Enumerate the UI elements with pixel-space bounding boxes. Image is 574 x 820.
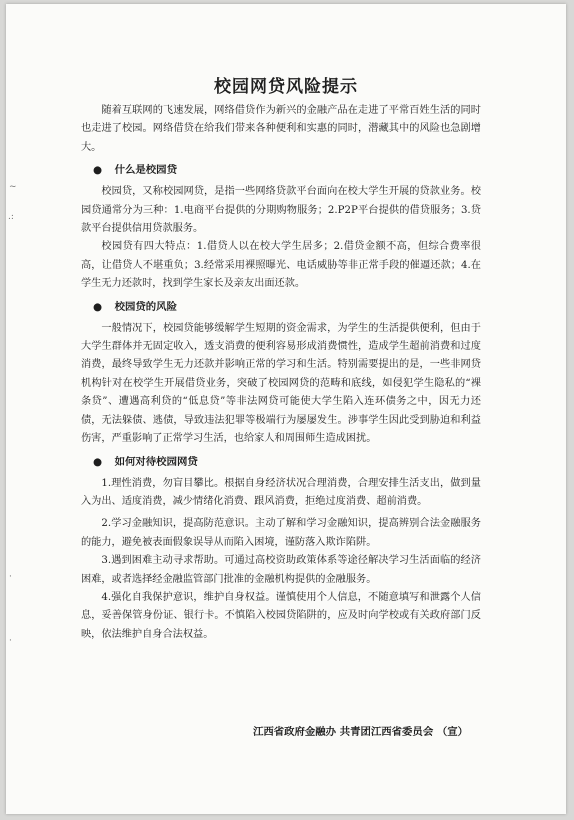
section-paragraph: 校园贷，又称校园网贷，是指一些网络贷款平台面向在校大学生开展的贷款业务。校园贷通常分为三种：1.电商平台提供的分期购物服务；2.P2P平台提供的借贷服务；3.贷款平台提供信用贷款服务。	[81, 186, 481, 235]
bullet-icon: ●	[93, 455, 103, 468]
section-heading	[93, 298, 481, 316]
section-heading-text: 校园贷的风险	[114, 300, 177, 313]
section-paragraph: 校园贷有四大特点：1.借贷人以在校大学生居多；2.借贷金额不高，但综合费率很高，让借贷人不堪重负；3.经常采用裸照曝光、电话威胁等非正常手段的催逼还款；4.在学生无力还款时，找到学生家长及亲友出面还款。	[81, 241, 481, 290]
tip-paragraph: 3.遇到困难主动寻求帮助。可通过高校资助政策体系等途径解决学习生活面临的经济困难，或者选择经金融监管部门批准的金融机构提供的金融服务。	[81, 555, 481, 585]
intro-paragraph: 随着互联网的飞速发展，网络借贷作为新兴的金融产品在走进了平常百姓生活的同时也走进了校园。网络借贷在给我们带来各种便利和实惠的同时，潜藏其中的风险也急剧增大。	[81, 105, 481, 153]
tip-paragraph: 2.学习金融知识，提高防范意识。主动了解和学习金融知识，提高辨别合法金融服务的能力，避免被表面假象误导从而陷入困境，谨防落入欺诈陷阱。	[81, 518, 481, 548]
scan-speck: .:	[8, 212, 14, 222]
section-heading	[93, 161, 481, 179]
scan-speck: ·	[9, 636, 12, 646]
document-title: 校园网贷风险提示	[214, 77, 358, 97]
scan-speck: ~	[9, 182, 17, 192]
document-page	[6, 4, 566, 814]
tip-paragraph: 4.强化自我保护意识，维护自身权益。谨慎使用个人信息，不随意填写和泄露个人信息，妥善保管身份证、银行卡。不慎陷入校园贷陷阱的，应及时向学校或有关政府部门反映，依法维护自身合法权益。	[81, 591, 481, 640]
section-paragraph: 一般情况下，校园贷能够缓解学生短期的资金需求，为学生的生活提供便利，但由于大学生群体并无固定收入，透支消费的便利容易形成消费惯性，造成学生超前消费和过度消费，最终导致学生无力还款并影响正常的学习和生活。特别需要提出的是，一些非网贷机构针对在校学生开展借贷业务，突破了校园网贷的范畴和底线，如侵犯学生隐私的“裸条贷”、遭遇高利贷的“低息贷”等非法网贷可能使大学生陷入连环债务之中，因无力还债，无法躲债、逃债，导致违法犯罪等极端行为屡屡发生。涉事学生因此受到胁迫和利益伤害，严重影响了正常学习生活，也给家人和周围师生造成困扰。	[81, 322, 481, 445]
section-heading-text: 如何对待校园网贷	[114, 455, 198, 468]
bullet-icon: ●	[93, 300, 103, 313]
scan-speck: ·	[9, 572, 12, 582]
bullet-icon: ●	[93, 164, 103, 177]
document-body	[81, 102, 481, 644]
signature: 江西省政府金融办 共青团江西省委员会 （宣）	[252, 726, 468, 738]
section-heading-text: 什么是校园贷	[114, 164, 177, 177]
section-heading	[93, 453, 481, 471]
tip-paragraph: 1.理性消费，勿盲目攀比。根据自身经济状况合理消费，合理安排生活支出，做到量入为出、适度消费，减少情绪化消费、跟风消费，拒绝过度消费、超前消费。	[81, 477, 481, 507]
